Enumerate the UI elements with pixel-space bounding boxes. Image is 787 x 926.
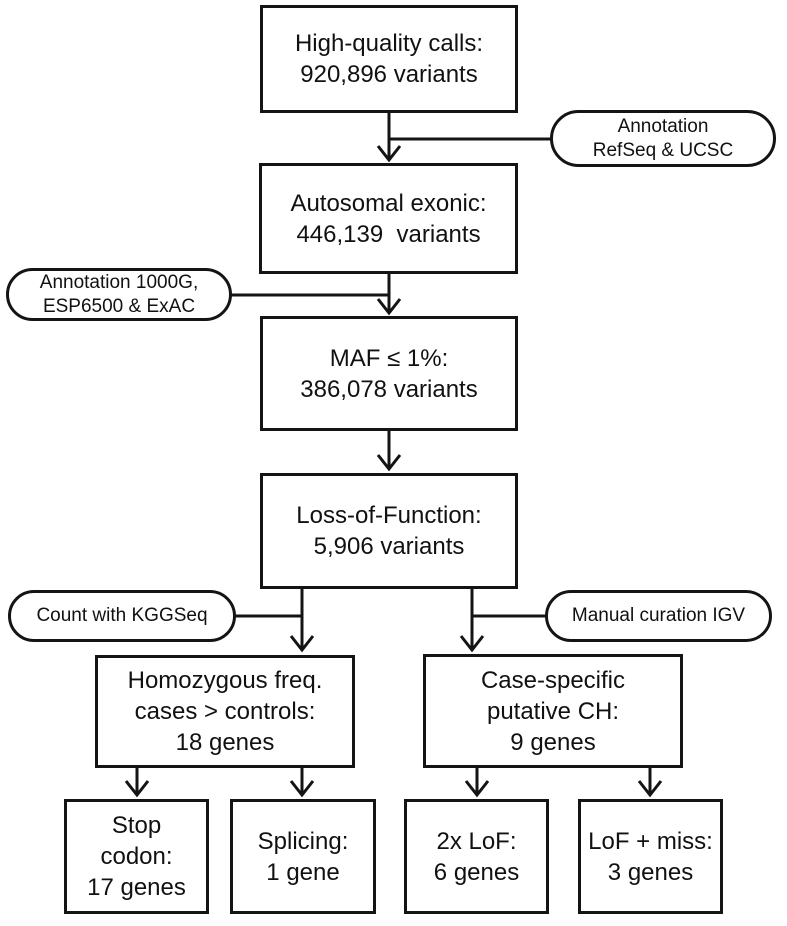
node-maf-filter xyxy=(260,316,518,431)
annotation-1000g-esp6500-exac xyxy=(6,268,232,321)
node-text-line: LoF + miss: xyxy=(588,827,713,855)
node-text-line: putative CH: xyxy=(486,697,620,725)
annotation-text-line: RefSeq & UCSC xyxy=(592,139,734,161)
node-text-line: 386,078 variants xyxy=(300,375,478,403)
node-lof-plus-missense xyxy=(578,799,723,914)
node-loss-of-function xyxy=(260,473,518,589)
node-text-line: codon: xyxy=(100,843,173,870)
annotation-text-line: Annotation 1000G, xyxy=(39,271,199,293)
node-text-line: 9 genes xyxy=(510,728,596,756)
node-text-line: High-quality calls: xyxy=(294,30,484,57)
annotation-text-line: Annotation xyxy=(617,115,709,137)
node-text-line: cases > controls: xyxy=(134,698,316,725)
node-text-line: MAF ≤ 1%: xyxy=(329,344,449,372)
annotation-manual-curation-igv xyxy=(545,590,772,642)
node-case-specific-ch xyxy=(423,654,683,768)
node-text-line: Autosomal exonic: xyxy=(290,189,487,217)
node-text-line: 17 genes xyxy=(87,874,186,901)
node-text-line: Case-specific xyxy=(480,666,626,694)
node-splicing xyxy=(230,799,376,914)
node-text-line: Loss-of-Function: xyxy=(296,502,482,529)
node-stop-codon xyxy=(64,799,209,914)
node-high-quality-calls xyxy=(260,5,518,113)
node-text-line: 6 genes xyxy=(433,858,520,886)
node-text-line: Splicing: xyxy=(257,827,349,855)
node-text-line: Stop xyxy=(111,812,162,839)
node-text-line: 1 gene xyxy=(266,858,340,886)
annotation-text-line: Manual curation IGV xyxy=(571,605,746,626)
node-text-line: 3 genes xyxy=(607,858,694,886)
node-2x-lof xyxy=(404,799,549,914)
node-text-line: 5,906 variants xyxy=(313,533,465,560)
annotation-refseq-ucsc xyxy=(550,110,776,167)
node-text-line: Homozygous freq. xyxy=(127,667,323,694)
annotation-text-line: Count with KGGSeq xyxy=(36,605,208,626)
node-text-line: 2x LoF: xyxy=(436,827,517,855)
node-text-line: 920,896 variants xyxy=(300,61,478,88)
annotation-text-line: ESP6500 & ExAC xyxy=(42,295,196,317)
node-text-line: 18 genes xyxy=(175,729,275,756)
node-homozygous-freq xyxy=(95,655,355,768)
node-text-line: 446,139 variants xyxy=(296,220,481,248)
node-autosomal-exonic xyxy=(259,163,518,274)
annotation-count-with-kggseq xyxy=(8,590,236,642)
